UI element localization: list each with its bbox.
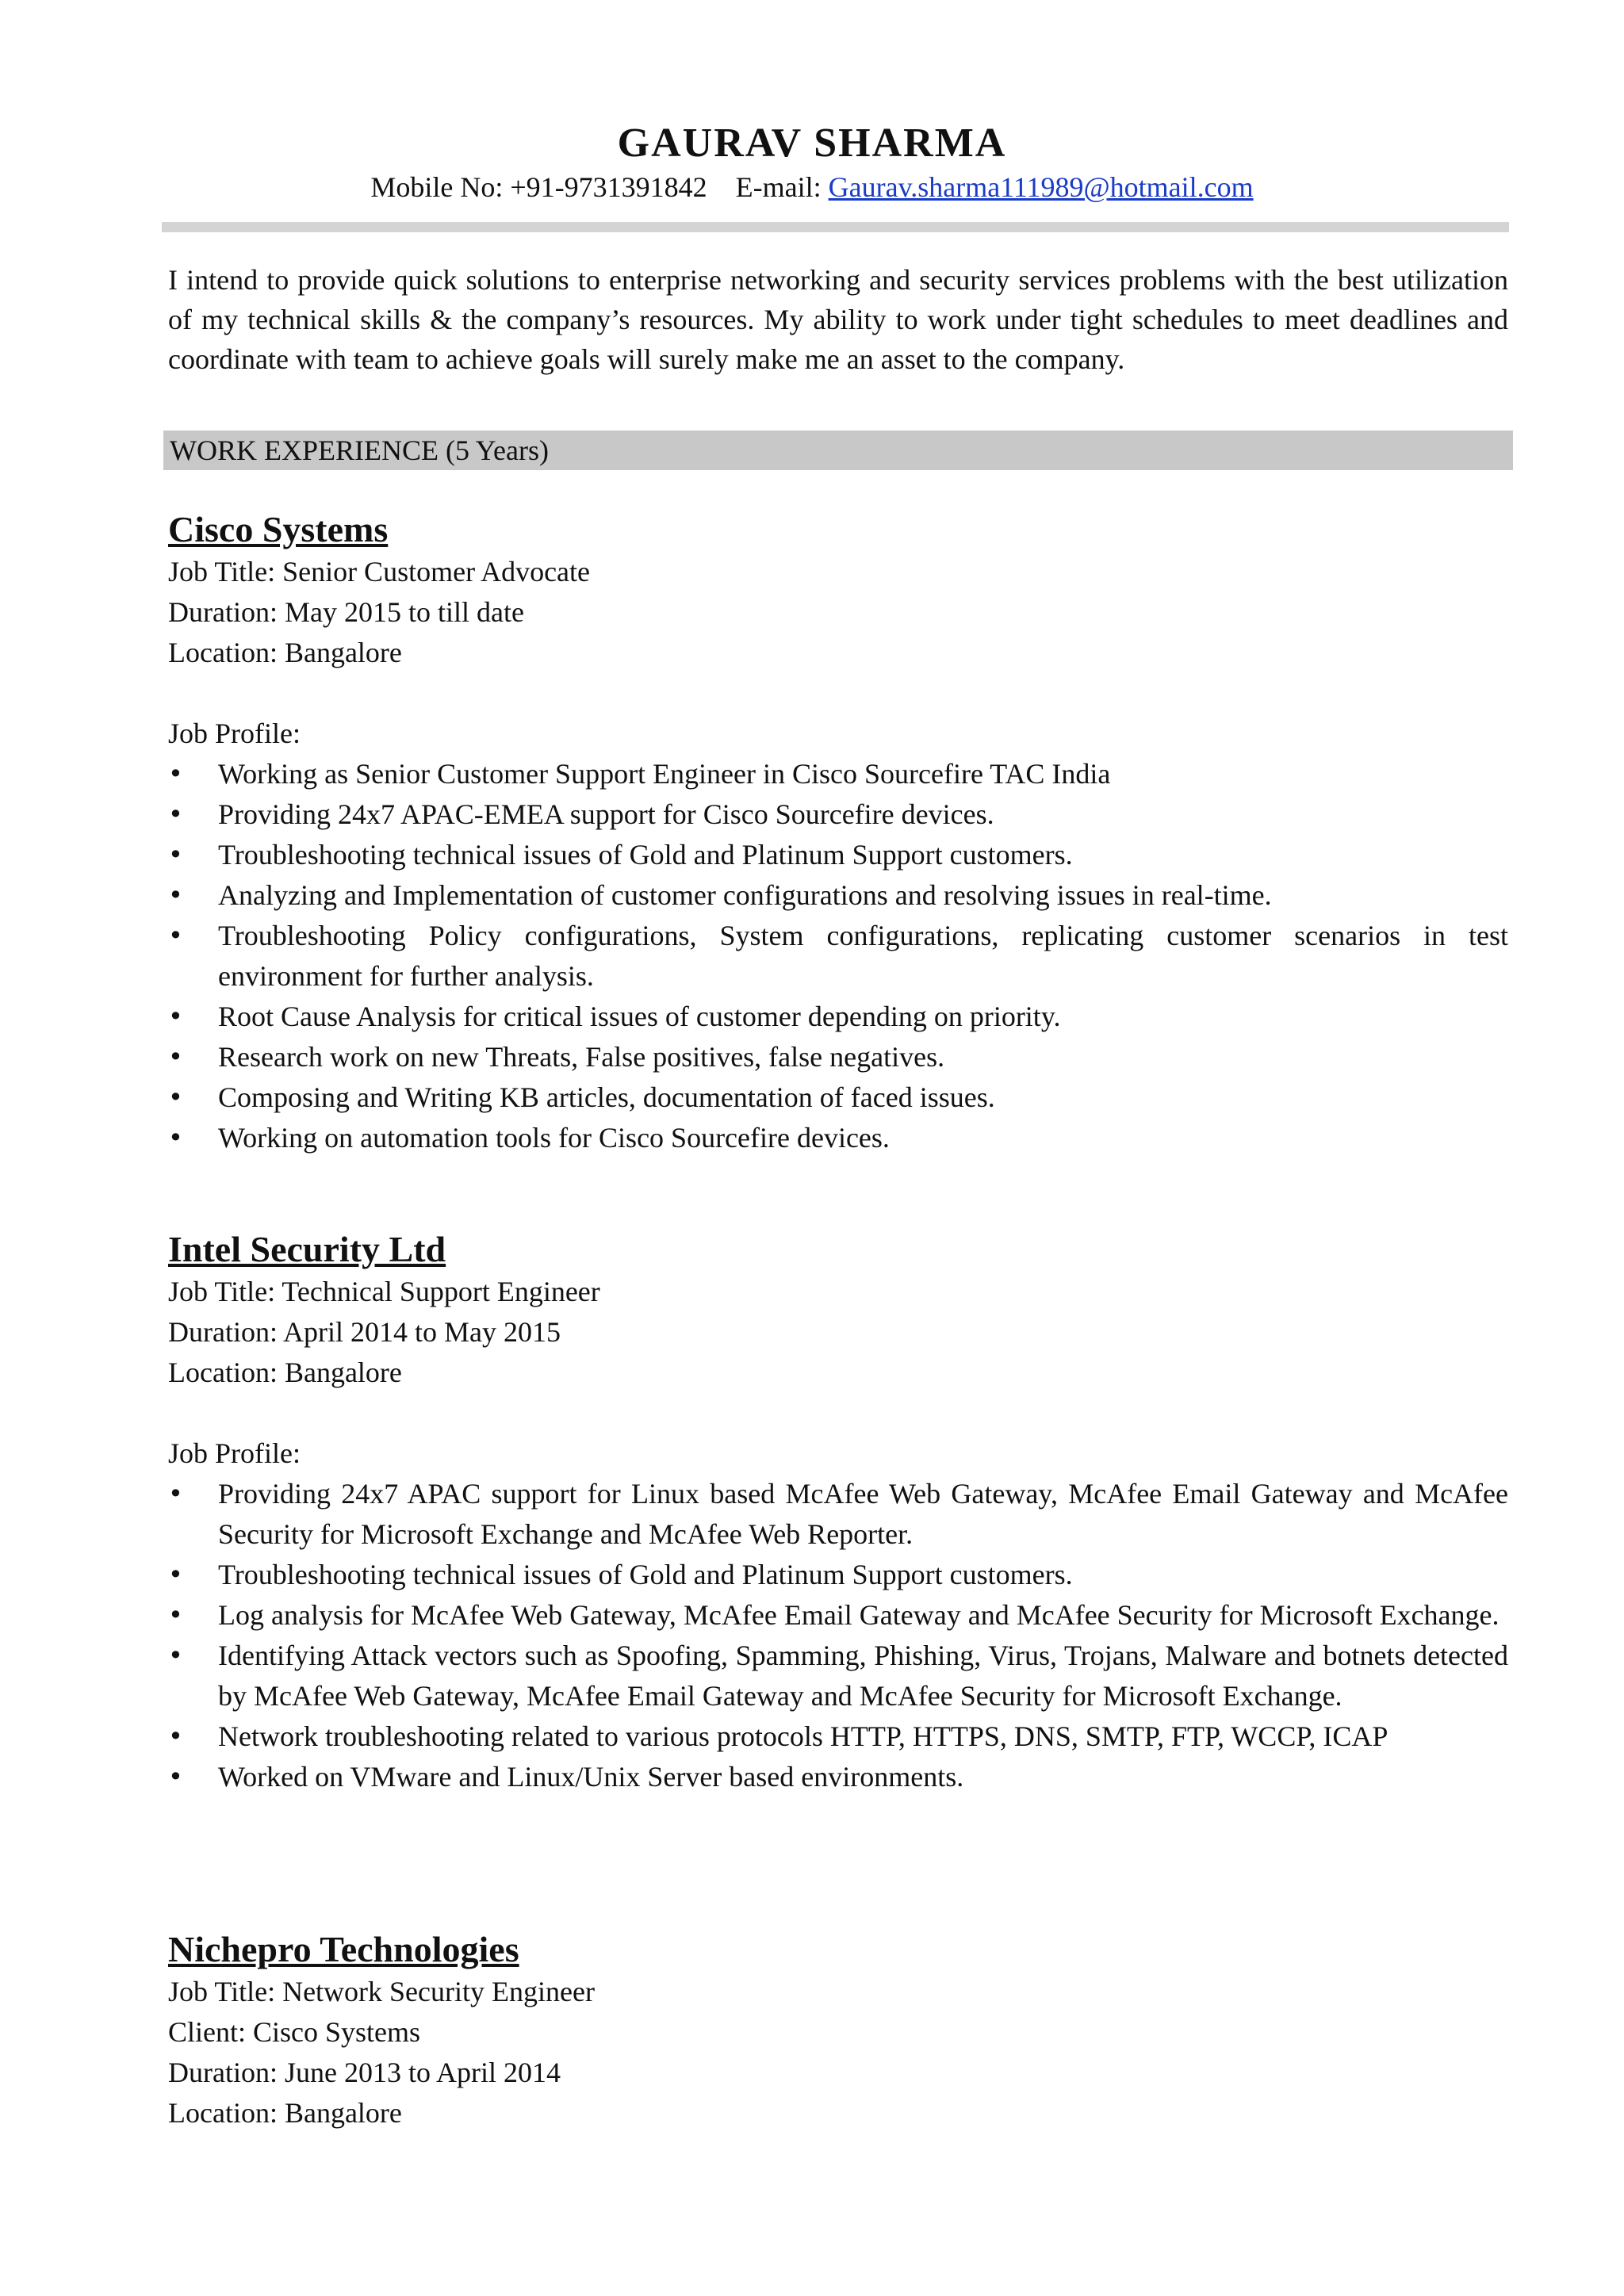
list-item: • Research work on new Threats, False positives, false negatives.	[168, 1037, 1508, 1077]
list-item: • Identifying Attack vectors such as Spoofing, Spamming, Phishing, Virus, Trojans, Malware and botnets detected by McAfee Web Gateway, McAfee Email Gateway and McAfee Security for Microsoft Exchange.	[168, 1636, 1508, 1716]
list-item: • Troubleshooting Policy configurations, System configurations, replicating customer scenarios in test environment for further analysis.	[168, 916, 1508, 997]
company-name: Nichepro Technologies	[168, 1929, 519, 1969]
job-location: Location: Bangalore	[168, 637, 402, 668]
company-intel	[168, 1227, 1508, 1797]
list-item: • Network troubleshooting related to various protocols HTTP, HTTPS, DNS, SMTP, FTP, WCCP, ICAP	[168, 1716, 1508, 1757]
list-item: • Troubleshooting technical issues of Gold and Platinum Support customers.	[168, 1555, 1508, 1595]
list-item: • Providing 24x7 APAC-EMEA support for Cisco Sourcefire devices.	[168, 794, 1508, 835]
list-item: • Root Cause Analysis for critical issues of customer depending on priority.	[168, 997, 1508, 1037]
contact-line	[0, 170, 1624, 205]
job-location: Location: Bangalore	[168, 2097, 402, 2129]
company-cisco	[168, 507, 1508, 1158]
job-duration: Duration: April 2014 to May 2015	[168, 1316, 561, 1348]
job-profile-label: Job Profile:	[168, 1437, 301, 1469]
job-profile-list	[168, 754, 1508, 1158]
objective-paragraph: I intend to provide quick solutions to enterprise networking and security services problems with the best utilization of my technical skills & the company’s resources. My ability to work under tight schedules to meet deadlines and coordinate with team to achieve goals will surely make me an asset to the company.	[168, 264, 1508, 375]
job-title: Job Title: Network Security Engineer	[168, 1976, 595, 2007]
job-client: Client: Cisco Systems	[168, 2016, 421, 2048]
list-item: • Working on automation tools for Cisco Sourcefire devices.	[168, 1118, 1508, 1158]
resume-header	[0, 119, 1624, 205]
list-item: • Troubleshooting technical issues of Gold and Platinum Support customers.	[168, 835, 1508, 875]
job-location: Location: Bangalore	[168, 1357, 402, 1388]
list-item: • Analyzing and Implementation of customer configurations and resolving issues in real-time.	[168, 875, 1508, 916]
job-duration: Duration: June 2013 to April 2014	[168, 2057, 561, 2088]
mobile-number: Mobile No: +91-9731391842	[370, 171, 707, 203]
list-item: • Working as Senior Customer Support Engineer in Cisco Sourcefire TAC India	[168, 754, 1508, 794]
list-item: • Composing and Writing KB articles, documentation of faced issues.	[168, 1077, 1508, 1118]
company-nichepro	[168, 1927, 1508, 2133]
company-name: Cisco Systems	[168, 509, 389, 549]
job-profile-label: Job Profile:	[168, 718, 301, 749]
job-title: Job Title: Technical Support Engineer	[168, 1276, 600, 1307]
list-item: • Providing 24x7 APAC support for Linux based McAfee Web Gateway, McAfee Email Gateway and McAfee Security for Microsoft Exchange and McAfee Web Reporter.	[168, 1474, 1508, 1555]
job-duration: Duration: May 2015 to till date	[168, 596, 524, 628]
header-divider	[162, 222, 1509, 232]
list-item: • Worked on VMware and Linux/Unix Server based environments.	[168, 1757, 1508, 1797]
job-profile-list	[168, 1474, 1508, 1797]
job-title: Job Title: Senior Customer Advocate	[168, 556, 591, 587]
email-link[interactable]: Gaurav.sharma111989@hotmail.com	[828, 171, 1254, 203]
email-label: E-mail:	[735, 171, 822, 203]
list-item: • Log analysis for McAfee Web Gateway, McAfee Email Gateway and McAfee Security for Microsoft Exchange.	[168, 1595, 1508, 1636]
work-experience-heading: WORK EXPERIENCE (5 Years)	[163, 430, 1513, 470]
candidate-name: GAURAV SHARMA	[617, 121, 1007, 166]
company-name: Intel Security Ltd	[168, 1229, 446, 1269]
